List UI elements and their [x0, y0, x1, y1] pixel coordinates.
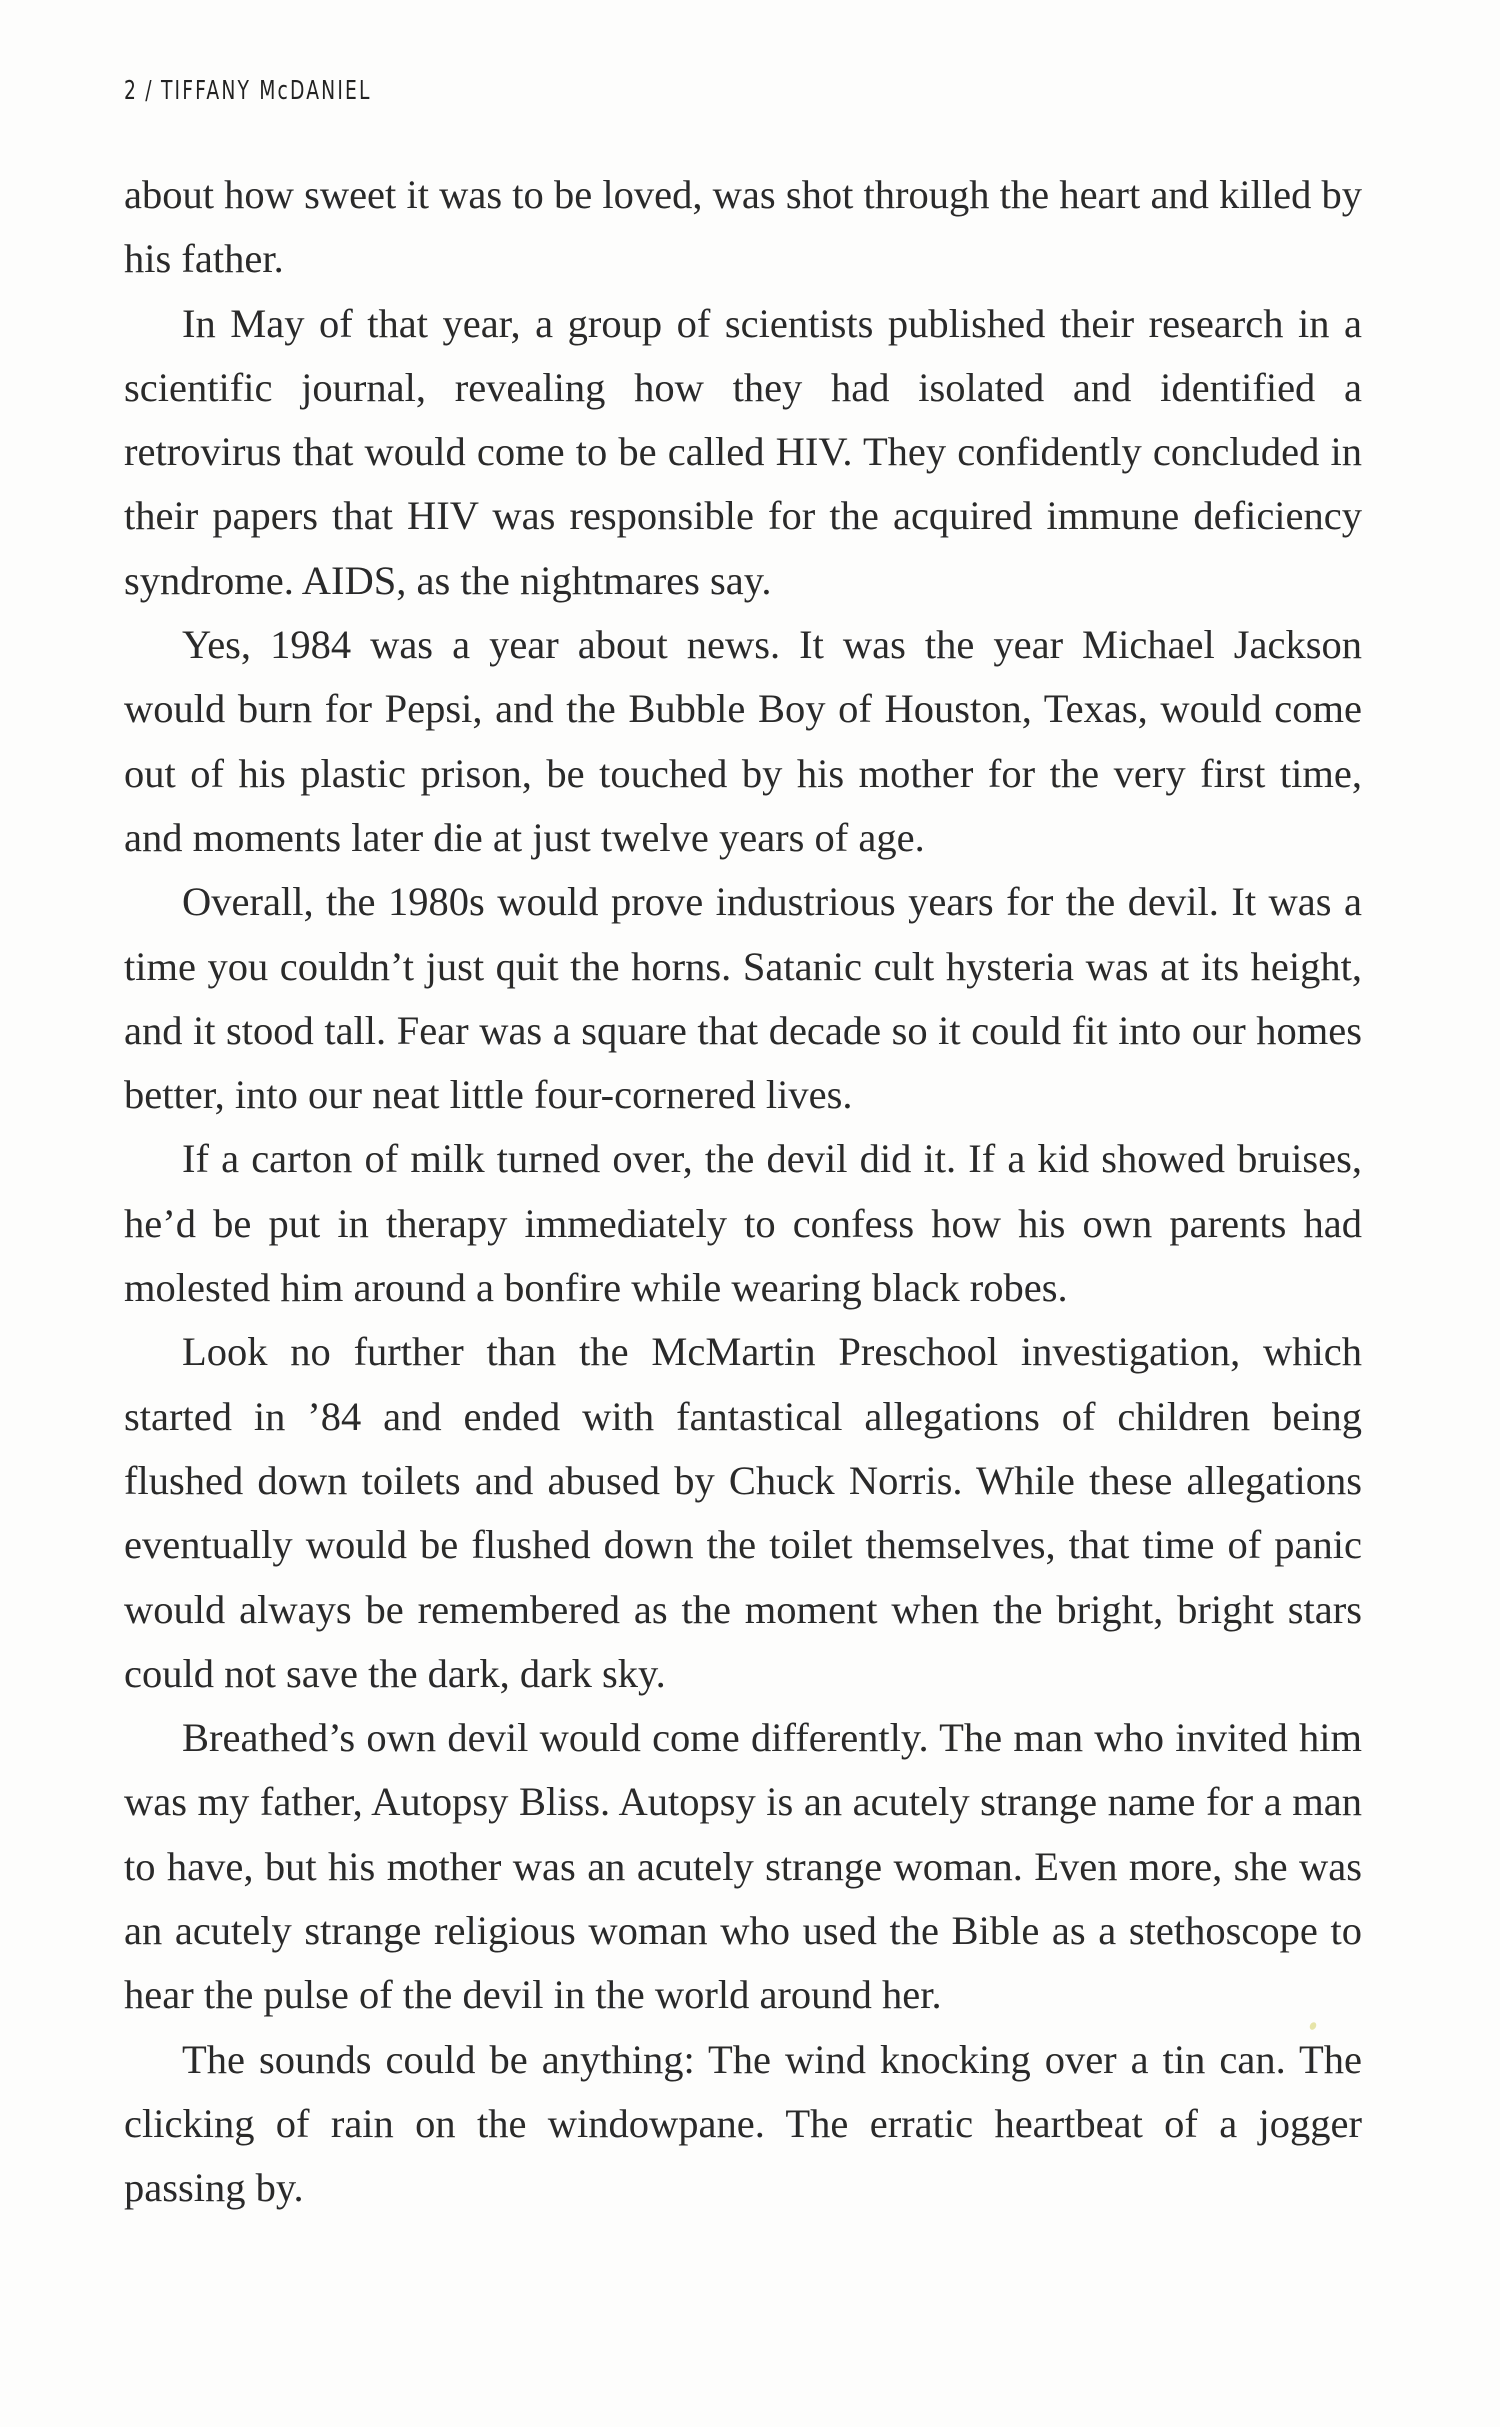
paragraph: The sounds could be anything: The wind knocking over a tin can. The clicking of rain on the windowpane. The erratic heartbeat of a jogger passing by.: [124, 2036, 1362, 2211]
paragraph: Breathed’s own devil would come differently. The man who invited him was my father, Autopsy Bliss. Autopsy is an acutely strange name for a man to have, but his mother was an acutely strange woman. Even more, she was an acutely strange religious woman who used the Bible as a stethoscope to hear the pulse of the devil in the world around her.: [124, 1715, 1362, 2018]
paragraph-continued: about how sweet it was to be loved, was shot through the heart and killed by his father.: [124, 172, 1362, 282]
page-number: 2: [124, 76, 139, 106]
paragraph: Yes, 1984 was a year about news. It was the year Michael Jackson would burn for Pepsi, and the Bubble Boy of Houston, Texas, would come out of his plastic prison, be touched by his mother for the very first time, and moments later die at just twelve years of age.: [124, 622, 1362, 860]
author-name: TIFFANY McDANIEL: [160, 76, 372, 106]
paragraph: Overall, the 1980s would prove industrious years for the devil. It was a time you couldn’t just quit the horns. Satanic cult hysteria was at its height, and it stood tall. Fear was a square that decade so it could fit into our homes better, into our neat little four-cornered lives.: [124, 879, 1362, 1118]
running-header: [124, 76, 372, 106]
paragraph: In May of that year, a group of scientists published their research in a scientific journal, revealing how they had isolated and identified a retrovirus that would come to be called HIV. They confidently concluded in their papers that HIV was responsible for the acquired immune deficiency syndrome. AIDS, as the nightmares say.: [124, 300, 1362, 603]
header-separator: /: [145, 76, 154, 106]
body-text: [124, 163, 1362, 2221]
paragraph: Look no further than the McMartin Preschool investigation, which started in ’84 and ended with fantastical allegations of children being flushed down toilets and abused by Chuck Norris. While these allegations eventually would be flushed down the toilet themselves, that time of panic would always be remembered as the moment when the bright, bright stars could not save the dark, dark sky.: [124, 1329, 1362, 1696]
paragraph: If a carton of milk turned over, the devil did it. If a kid showed bruises, he’d be put in therapy immediately to confess how his own parents had molested him around a bonfire while wearing black robes.: [124, 1136, 1362, 1311]
